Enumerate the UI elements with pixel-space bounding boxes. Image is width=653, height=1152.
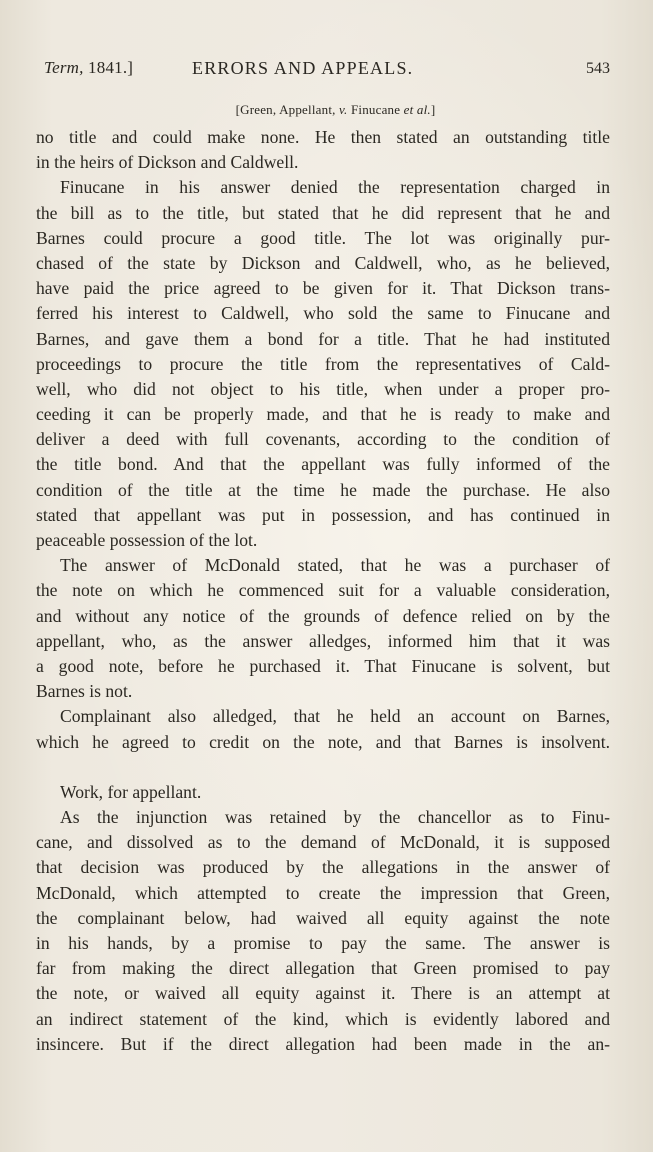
text-line: chased of the state by Dickson and Caldwell, who, as he believed, <box>36 252 610 273</box>
text-line: a good note, before he purchased it. That Finucane is solvent, but <box>36 655 610 676</box>
text-line: which he agreed to credit on the note, and that Barnes is insolvent. <box>36 731 610 752</box>
text-line: proceedings to procure the title from the representatives of Cald- <box>36 353 610 374</box>
text-line: McDonald, which attempted to create the impression that Green, <box>36 882 610 903</box>
text-line: Work, for appellant. <box>60 781 202 802</box>
text-line: the title bond. And that the appellant was fully informed of the <box>36 454 610 475</box>
text-line: Finucane in his answer denied the representation charged in <box>60 177 610 198</box>
body-text <box>36 125 610 1057</box>
page-number: 543 <box>586 60 610 77</box>
text-line: the note, or waived all equity against it. There is an attempt at <box>36 983 610 1004</box>
text-line: in his hands, by a promise to pay the same. The answer is <box>36 933 610 953</box>
text-line: peaceable possession of the lot. <box>36 530 258 550</box>
caption-et-al: et al. <box>403 102 431 117</box>
text-line: the note on which he commenced suit for a valuable consideration, <box>36 580 610 601</box>
caption-close-bracket: ] <box>430 102 436 117</box>
text-line: ferred his interest to Caldwell, who sold the same to Finucane and <box>36 303 610 324</box>
text-line: ceeding it can be properly made, and that he is ready to make and <box>36 404 610 425</box>
text-line: Barnes, and gave them a bond for a title. That he had instituted <box>36 328 610 349</box>
text-line: far from making the direct allegation that Green promised to pay <box>36 958 610 979</box>
caption-appellee: Finucane <box>350 102 401 117</box>
case-caption <box>0 102 653 118</box>
text-line: deliver a deed with full covenants, according to the condition of <box>36 429 610 450</box>
text-line: appellant, who, as the answer alledges, informed him that it was <box>36 630 610 651</box>
term-word: Term, <box>44 58 84 77</box>
text-line: well, who did not object to his title, when under a proper pro- <box>36 378 610 399</box>
text-line: Barnes is not. <box>36 681 133 702</box>
text-line: that decision was produced by the allegations in the answer of <box>36 857 610 878</box>
text-line: condition of the title at the time he made the purchase. He also <box>36 479 610 500</box>
text-line: and without any notice of the grounds of defence relied on by the <box>36 605 610 626</box>
caption-versus: v. <box>339 102 348 117</box>
running-head <box>44 58 610 82</box>
text-line: The answer of McDonald stated, that he was a purchaser of <box>60 555 610 576</box>
text-line: cane, and dissolved as to the demand of McDonald, it is supposed <box>36 832 610 853</box>
running-head-term <box>44 58 133 78</box>
text-line: the complainant below, had waived all equity against the note <box>36 907 610 928</box>
running-head-title: ERRORS AND APPEALS. <box>192 58 414 78</box>
text-line: Barnes could procure a good title. The lot was originally pur- <box>36 227 610 248</box>
text-line: have paid the price agreed to be given for it. That Dickson trans- <box>36 278 610 299</box>
text-line: no title and could make none. He then stated an outstanding title <box>36 127 610 147</box>
text-line: an indirect statement of the kind, which is evidently labored and <box>36 1008 610 1029</box>
caption-appellant: [Green, Appellant, <box>235 102 336 117</box>
text-line: the bill as to the title, but stated that he did represent that he and <box>36 202 610 223</box>
text-line: insincere. But if the direct allegation had been made in the an- <box>36 1033 610 1054</box>
text-line: in the heirs of Dickson and Caldwell. <box>36 152 299 173</box>
text-line: Complainant also alledged, that he held an account on Barnes, <box>60 706 610 727</box>
text-line: As the injunction was retained by the chancellor as to Finu- <box>60 807 610 828</box>
paragraph-gap <box>36 755 610 780</box>
term-year: 1841.] <box>88 58 134 77</box>
text-line: stated that appellant was put in possession, and has continued in <box>36 504 610 525</box>
